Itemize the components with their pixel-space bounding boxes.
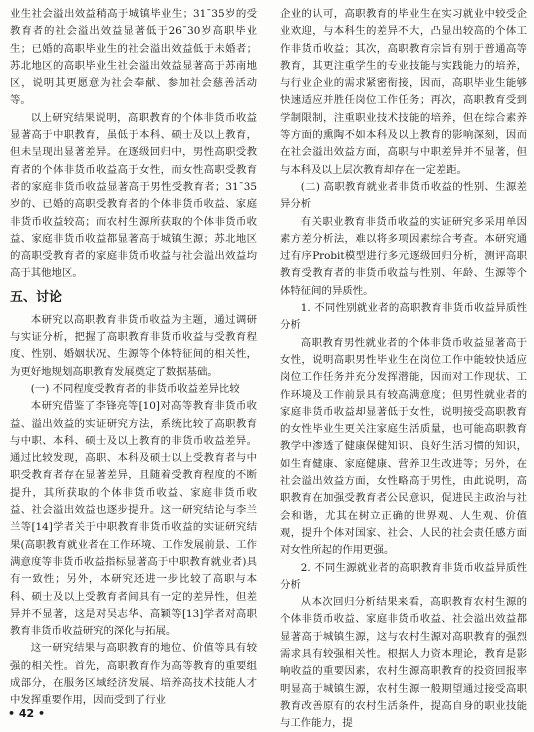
discussion-paragraph: 本研究以高职教育非货币收益为主题，通过调研与实证分析，把握了高职教育非货币收益与受教育程度、性别、婚姻状况、生源等个体特征间的相关性，为更好地规划高职教育发展奠定了数据基础。 bbox=[10, 313, 257, 378]
subsection-heading-2: (二) 高职教育就业者非货币收益的性别、生源差异分析 bbox=[280, 180, 527, 211]
subsection-heading-2-1: 1. 不同性别就业者的高职教育非货币收益异质性分析 bbox=[280, 302, 527, 332]
right-column bbox=[280, 6, 527, 732]
subsection-2-2-paragraph: 从本次回归分析结果来看，高职教育农村生源的个体非货币收益、家庭非货币收益、社会溢出效益都显著高于城镇生源，这与农村生源对高职教育的强烈需求具有较强相关性。根据人力资本理论，教育是影响收益的重要因素，农村生源高职教育的投资回报率明显高于城镇生源，农村生源一般期望通过接受高职教育改善原有的农村生活条件，提高自身的职业技能与工作能力，提 bbox=[280, 596, 527, 730]
subsection-2-1-paragraph: 高职教育男性就业者的个体非货币收益显著高于女性，说明高职男性毕业生在岗位工作中能较快适应岗位工作任务并充分发挥潜能，因而对工作现状、工作环境及工作前景具有较高满意度；但男性就业者的家庭非货币收益却显著低于女性，说明接受高职教育的女性毕业生更关注家庭生活质量，也可能高职教育教学中渗透了健康保健知识、良好生活习惯的知识，如生育健康、家庭健康、营养卫生改进等；另外，在社会溢出效益方面，女性略高于男性，由此说明，高职教育在加强受教育者公民意识，促进民主政治与社会和谐，尤其在树立正确的世界观、人生观、价值观，提升个体对国家、社会、人民的社会责任感方面对女性所起的作用更强。 bbox=[280, 336, 527, 557]
subsection-1-paragraph-b: 这一研究结果与高职教育的地位、价值等具有较强的相关性。首先，高职教育作为高等教育的重要组成部分，在服务区域经济发展、培养高技术技能人才中发挥重要作用，因而受到了行业 bbox=[10, 642, 257, 707]
subsection-heading-1: (一) 不同程度受教育者的非货币收益差异比较 bbox=[30, 382, 240, 395]
left-column bbox=[10, 6, 257, 710]
summary-paragraph: 以上研究结果说明，高职教育的个体非货币收益显著高于中职教育，虽低于本科、硕士及以上教育，但未呈现出显著差异。在逐级回归中，男性高职受教育者的个体非货币收益高于女性，而女性高职受教育者的家庭非货币收益显著高于男性受教育者；31¯35岁的、已婚的高职受教育者的个体非货币收益、家庭非货币收益较高；而农村生源所获取的个体非货币收益、家庭非货币收益都显著高于城镇生源；苏北地区的高职受教育者的家庭非货币收益与社会溢出效益均高于其他地区。 bbox=[10, 111, 257, 280]
intro-paragraph: 业生社会溢出效益稍高于城镇毕业生；31¯35岁的受教育者的社会溢出效益显著低于26¯30岁高职毕业生；已婚的高职毕业生的社会溢出效益低于未婚者；苏北地区的高职毕业生社会溢出效益显著高于苏南地区，说明其更愿意为社会奉献、参加社会慈善活动等。 bbox=[10, 8, 257, 107]
subsection-1-paragraph-a: 本研究借鉴了李锋亮等[10]对高等教育非货币收益、溢出效益的实证研究方法，系统比较了高职教育与中职、本科、硕士及以上教育的非货币收益差异。通过比较发现，高职、本科及硕士以上受教育者与中职受教育者存在显著差异，且随着受教育程度的不断提升，其所获取的个体非货币收益、家庭非货币收益、社会溢出效益也逐步提升。这一研究结论与李兰兰等[14]学者关于中职教育非货币收益的实证研究结果(高职教育就业者在工作环境、工作发展前景、工作满意度等非货币收益指标显著高于中职教育就业者)具有一致性；另外，本研究还进一步比较了高职与本科、硕士及以上受教育者间具有一定的差异性，但差异并不显著，这是对吴志华、高颖等[13]学者对高职教育非货币收益研究的深化与拓展。 bbox=[10, 400, 257, 638]
subsection-heading-2-2: 2. 不同生源就业者的高职教育非货币收益异质性分析 bbox=[280, 561, 527, 591]
continued-paragraph: 企业的认可，高职教育的毕业生在实习就业中较受企业欢迎，与本科生的差异不大，凸显出较高的个体工作非货币收益；其次，高职教育宗旨有别于普通高等教育，其更注重学生的专业技能与实践能力的培养，与行业企业的需求紧密衔接，因而，高职毕业生能够快速适应并胜任岗位工作任务；再次，高职教育受到学制限制，注重职业技术技能的培养，但在综合素养等方面的熏陶不如本科及以上教育的影响深刻，因而在社会溢出效益方面，高职与中职差异并不显著，但与本科及以上层次教育却存在一定差距。 bbox=[280, 8, 527, 176]
subsection-2-paragraph: 有关职业教育非货币收益的实证研究多采用单因素方差分析法，难以将多项因素综合考查。本研究通过有序Probit模型进行多元逐级回归分析，测评高职教育受教育者的非货币收益与性别、年龄、生源等个体特征间的异质性。 bbox=[280, 215, 527, 297]
section-heading-discussion: 五、讨论 bbox=[10, 289, 63, 305]
page-number: • 42 • bbox=[8, 707, 46, 720]
